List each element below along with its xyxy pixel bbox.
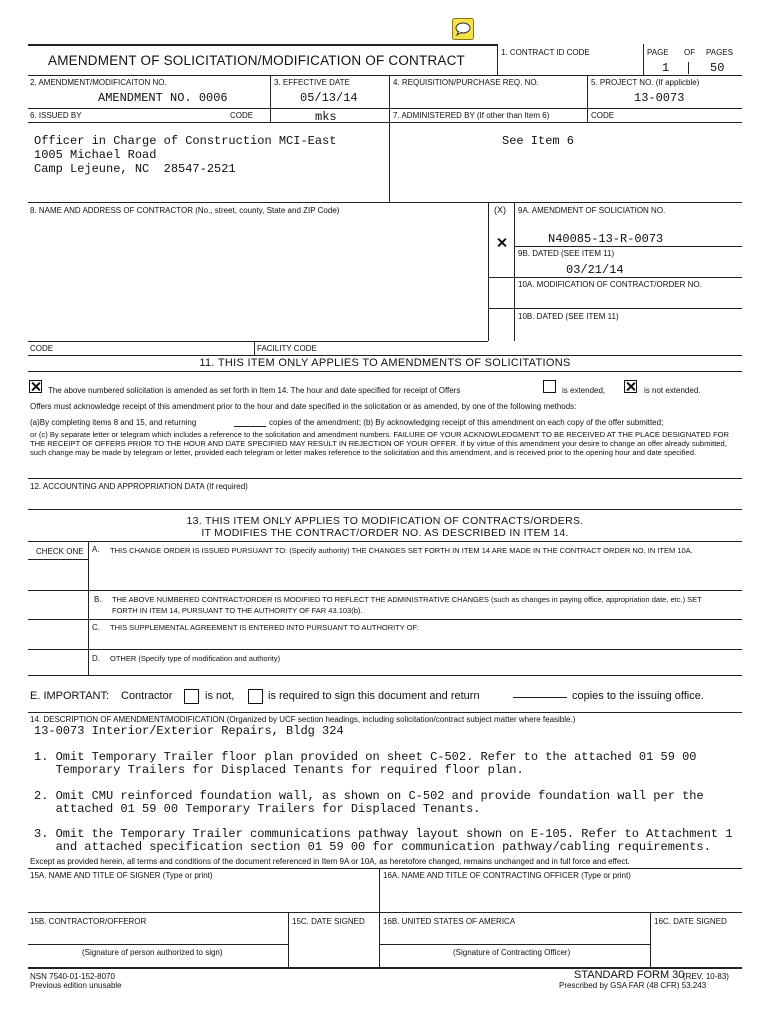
- section-13-heading-2: IT MODIFIES THE CONTRACT/ORDER NO. AS DESCRIBED IN ITEM 14.: [201, 527, 569, 539]
- copies-label: copies to the issuing office.: [572, 690, 704, 702]
- pages-value: 50: [710, 61, 725, 75]
- requisition-label: 4. REQUISITION/PURCHASE REQ. NO.: [393, 78, 539, 87]
- description-line-1: 13-0073 Interior/Exterior Repairs, Bldg 324: [34, 724, 344, 738]
- option-b-letter: B.: [94, 595, 102, 604]
- signature-person-caption: (Signature of person authorized to sign): [82, 948, 223, 957]
- project-no-value: 13-0073: [634, 91, 685, 105]
- is-required-checkbox[interactable]: [248, 689, 263, 704]
- effective-date-label: 3. EFFECTIVE DATE: [274, 78, 350, 87]
- standard-form-label: STANDARD FORM 30: [574, 969, 685, 981]
- effective-date-value: 05/13/14: [300, 91, 358, 105]
- item-9a-label: 9A. AMENDMENT OF SOLICIATION NO.: [518, 206, 666, 215]
- is-required-label: is required to sign this document and return: [268, 690, 480, 702]
- speech-bubble-icon[interactable]: [452, 18, 474, 40]
- item-9b-label: 9B. DATED (SEE ITEM 11): [518, 249, 615, 258]
- section-11-line-2: Offers must acknowledge receipt of this amendment prior to the hour and date specified in the solicitation or as amended, by one of the following methods:: [30, 402, 577, 411]
- item-9a-x-mark: [497, 238, 507, 248]
- is-not-label: is not,: [205, 690, 235, 702]
- contracting-officer-label: 16A. NAME AND TITLE OF CONTRACTING OFFICER (Type or print): [383, 871, 631, 880]
- issued-by-label: 6. ISSUED BY: [30, 111, 82, 120]
- administered-by-value: See Item 6: [502, 134, 575, 148]
- page-value: 1: [662, 61, 670, 75]
- amendment-no-label: 2. AMENDMENT/MODIFICAITON NO.: [30, 78, 167, 87]
- x-column-label: (X): [494, 205, 506, 215]
- previous-edition-label: Previous edition unusable: [30, 981, 122, 990]
- option-d-text: OTHER (Specify type of modification and authority): [110, 654, 281, 663]
- issued-code-label: CODE: [230, 111, 254, 120]
- option-b-text: THE ABOVE NUMBERED CONTRACT/ORDER IS MODIFIED TO REFLECT THE ADMINISTRATIVE CHANGES (such as changes in paying office, appropriation date, etc.) SET FORTH IN ITEM 14, PURSUANT TO THE AUTHORITY OF FAR 43.103(b).: [112, 595, 702, 615]
- section-11-line-3b: copies of the amendment; (b) By acknowledging receipt of this amendment on each copy of the offer submitted;: [269, 418, 664, 427]
- important-label: E. IMPORTANT:: [30, 690, 110, 702]
- amendment-no-value: AMENDMENT NO. 0006: [98, 91, 228, 105]
- pages-label: PAGES: [706, 48, 733, 57]
- form-title: AMENDMENT OF SOLICITATION/MODIFICATION OF CONTRACT: [48, 53, 465, 68]
- not-extended-label: is not extended.: [644, 386, 701, 395]
- section-11-line-1: The above numbered solicitation is amended as set forth in Item 14. The hour and date specified for receipt of Offers: [48, 386, 461, 395]
- project-no-label: 5. PROJECT NO. (If applicble): [591, 78, 700, 87]
- is-not-checkbox[interactable]: [184, 689, 199, 704]
- issued-by-line-3: Camp Lejeune, NC 28547-2521: [34, 162, 236, 176]
- section-11-line-3a: (a)By completing items 8 and 15, and returning: [30, 418, 197, 427]
- option-a-text: THIS CHANGE ORDER IS ISSUED PURSUANT TO: (Specify authority) THE CHANGES SET FORTH IN ITEM 14 ARE MADE IN THE CONTRACT ORDER NO. IN ITEM 10A.: [110, 546, 693, 555]
- description-line-7: and attached specification section 01 59 00 for communication pathway/cabling requirements.: [34, 840, 711, 854]
- issued-code-value: mks: [315, 110, 337, 124]
- description-label: 14. DESCRIPTION OF AMENDMENT/MODIFICATION (Organized by UCF section headings, including solicitation/contract subject matter where feasible.): [30, 715, 576, 724]
- issued-by-line-2: 1005 Michael Road: [34, 148, 157, 162]
- of-label: OF: [684, 48, 696, 57]
- issued-by-line-1: Officer in Charge of Construction MCI-East: [34, 134, 337, 148]
- united-states-label: 16B. UNITED STATES OF AMERICA: [383, 917, 516, 926]
- description-line-2: 1. Omit Temporary Trailer floor plan provided on sheet C-502. Refer to the attached 01 59 00: [34, 750, 697, 764]
- option-d-letter: D.: [92, 654, 100, 663]
- contract-id-label: 1. CONTRACT ID CODE: [501, 48, 590, 57]
- signature-officer-caption: (Signature of Contracting Officer): [453, 948, 571, 957]
- facility-code-label: FACILITY CODE: [257, 344, 317, 353]
- check-one-label: CHECK ONE: [36, 547, 84, 556]
- administered-by-label: 7. ADMINISTERED BY (If other than Item 6): [393, 111, 550, 120]
- contractor-offeror-label: 15B. CONTRACTOR/OFFEROR: [30, 917, 147, 926]
- officer-date-signed-label: 16C. DATE SIGNED: [654, 917, 727, 926]
- contractor-label: 8. NAME AND ADDRESS OF CONTRACTOR (No., street, county, State and ZIP Code): [30, 206, 340, 215]
- option-a-letter: A.: [92, 545, 100, 554]
- important-contractor: Contractor: [121, 690, 173, 702]
- option-c-letter: C.: [92, 623, 100, 632]
- is-extended-label: is extended,: [562, 386, 606, 395]
- item-9b-value: 03/21/14: [566, 263, 624, 277]
- is-extended-checkbox[interactable]: [543, 380, 556, 393]
- contractor-code-label: CODE: [30, 344, 54, 353]
- description-line-4: 2. Omit CMU reinforced foundation wall, as shown on C-502 and provide foundation wall per the: [34, 789, 704, 803]
- item-10a-label: 10A. MODIFICATION OF CONTRACT/ORDER NO.: [518, 280, 702, 289]
- option-c-text: THIS SUPPLEMENTAL AGREEMENT IS ENTERED INTO PURSUANT TO AUTHORITY OF:: [110, 623, 420, 632]
- description-footer: Except as provided herein, all terms and conditions of the document referenced in Item 9A or 10A, as heretofore changed, remains unchanged and in full force and effect.: [30, 857, 630, 866]
- section-11-line-4: or (c) By separate letter or telegram which includes a reference to the solicitation and amendment numbers. FAILURE OF YOUR ACKNOWLEDGMENT TO BE RECEIVED AT THE PLACE DESIGNATED FOR THE RECEIPT OF OFFERS PRIOR TO THE HOUR AND DATE SPECIFIED MAY RESULT IN REJECTION OF YOUR OFFER. If by virtue of this amendment your desire to change an offer already submitted, such change may be made by telegram or letter, provided each telegram or letter makes reference to the solicitation and this amendment, and is received prior to the opening hour and date specified.: [30, 430, 730, 457]
- revision-label: (REV. 10-83): [683, 972, 729, 981]
- section-13-heading-1: 13. THIS ITEM ONLY APPLIES TO MODIFICATION OF CONTRACTS/ORDERS.: [186, 515, 584, 527]
- description-line-6: 3. Omit the Temporary Trailer communications pathway layout shown on E-105. Refer to Attachment 1: [34, 827, 733, 841]
- administered-code-label: CODE: [591, 111, 615, 120]
- amended-checkbox[interactable]: [29, 380, 42, 393]
- page-label: PAGE: [647, 48, 669, 57]
- item-10b-label: 10B. DATED (SEE ITEM 11): [518, 312, 619, 321]
- prescribed-label: Prescribed by GSA FAR (48 CFR) 53.243: [559, 981, 707, 990]
- contractor-date-signed-label: 15C. DATE SIGNED: [292, 917, 365, 926]
- accounting-label: 12. ACCOUNTING AND APPROPRIATION DATA (If required): [30, 482, 248, 491]
- item-9a-value: N40085-13-R-0073: [548, 232, 664, 246]
- nsn-label: NSN 7540-01-152-8070: [30, 972, 115, 981]
- signer-name-label: 15A. NAME AND TITLE OF SIGNER (Type or print): [30, 871, 213, 880]
- description-line-5: attached 01 59 00 Temporary Trailers for Displaced Tenants.: [34, 802, 481, 816]
- description-line-3: Temporary Trailers for Displaced Tenants for required floor plan.: [34, 763, 524, 777]
- section-11-heading: 11. THIS ITEM ONLY APPLIES TO AMENDMENTS OF SOLICITATIONS: [199, 357, 571, 369]
- not-extended-checkbox[interactable]: [624, 380, 637, 393]
